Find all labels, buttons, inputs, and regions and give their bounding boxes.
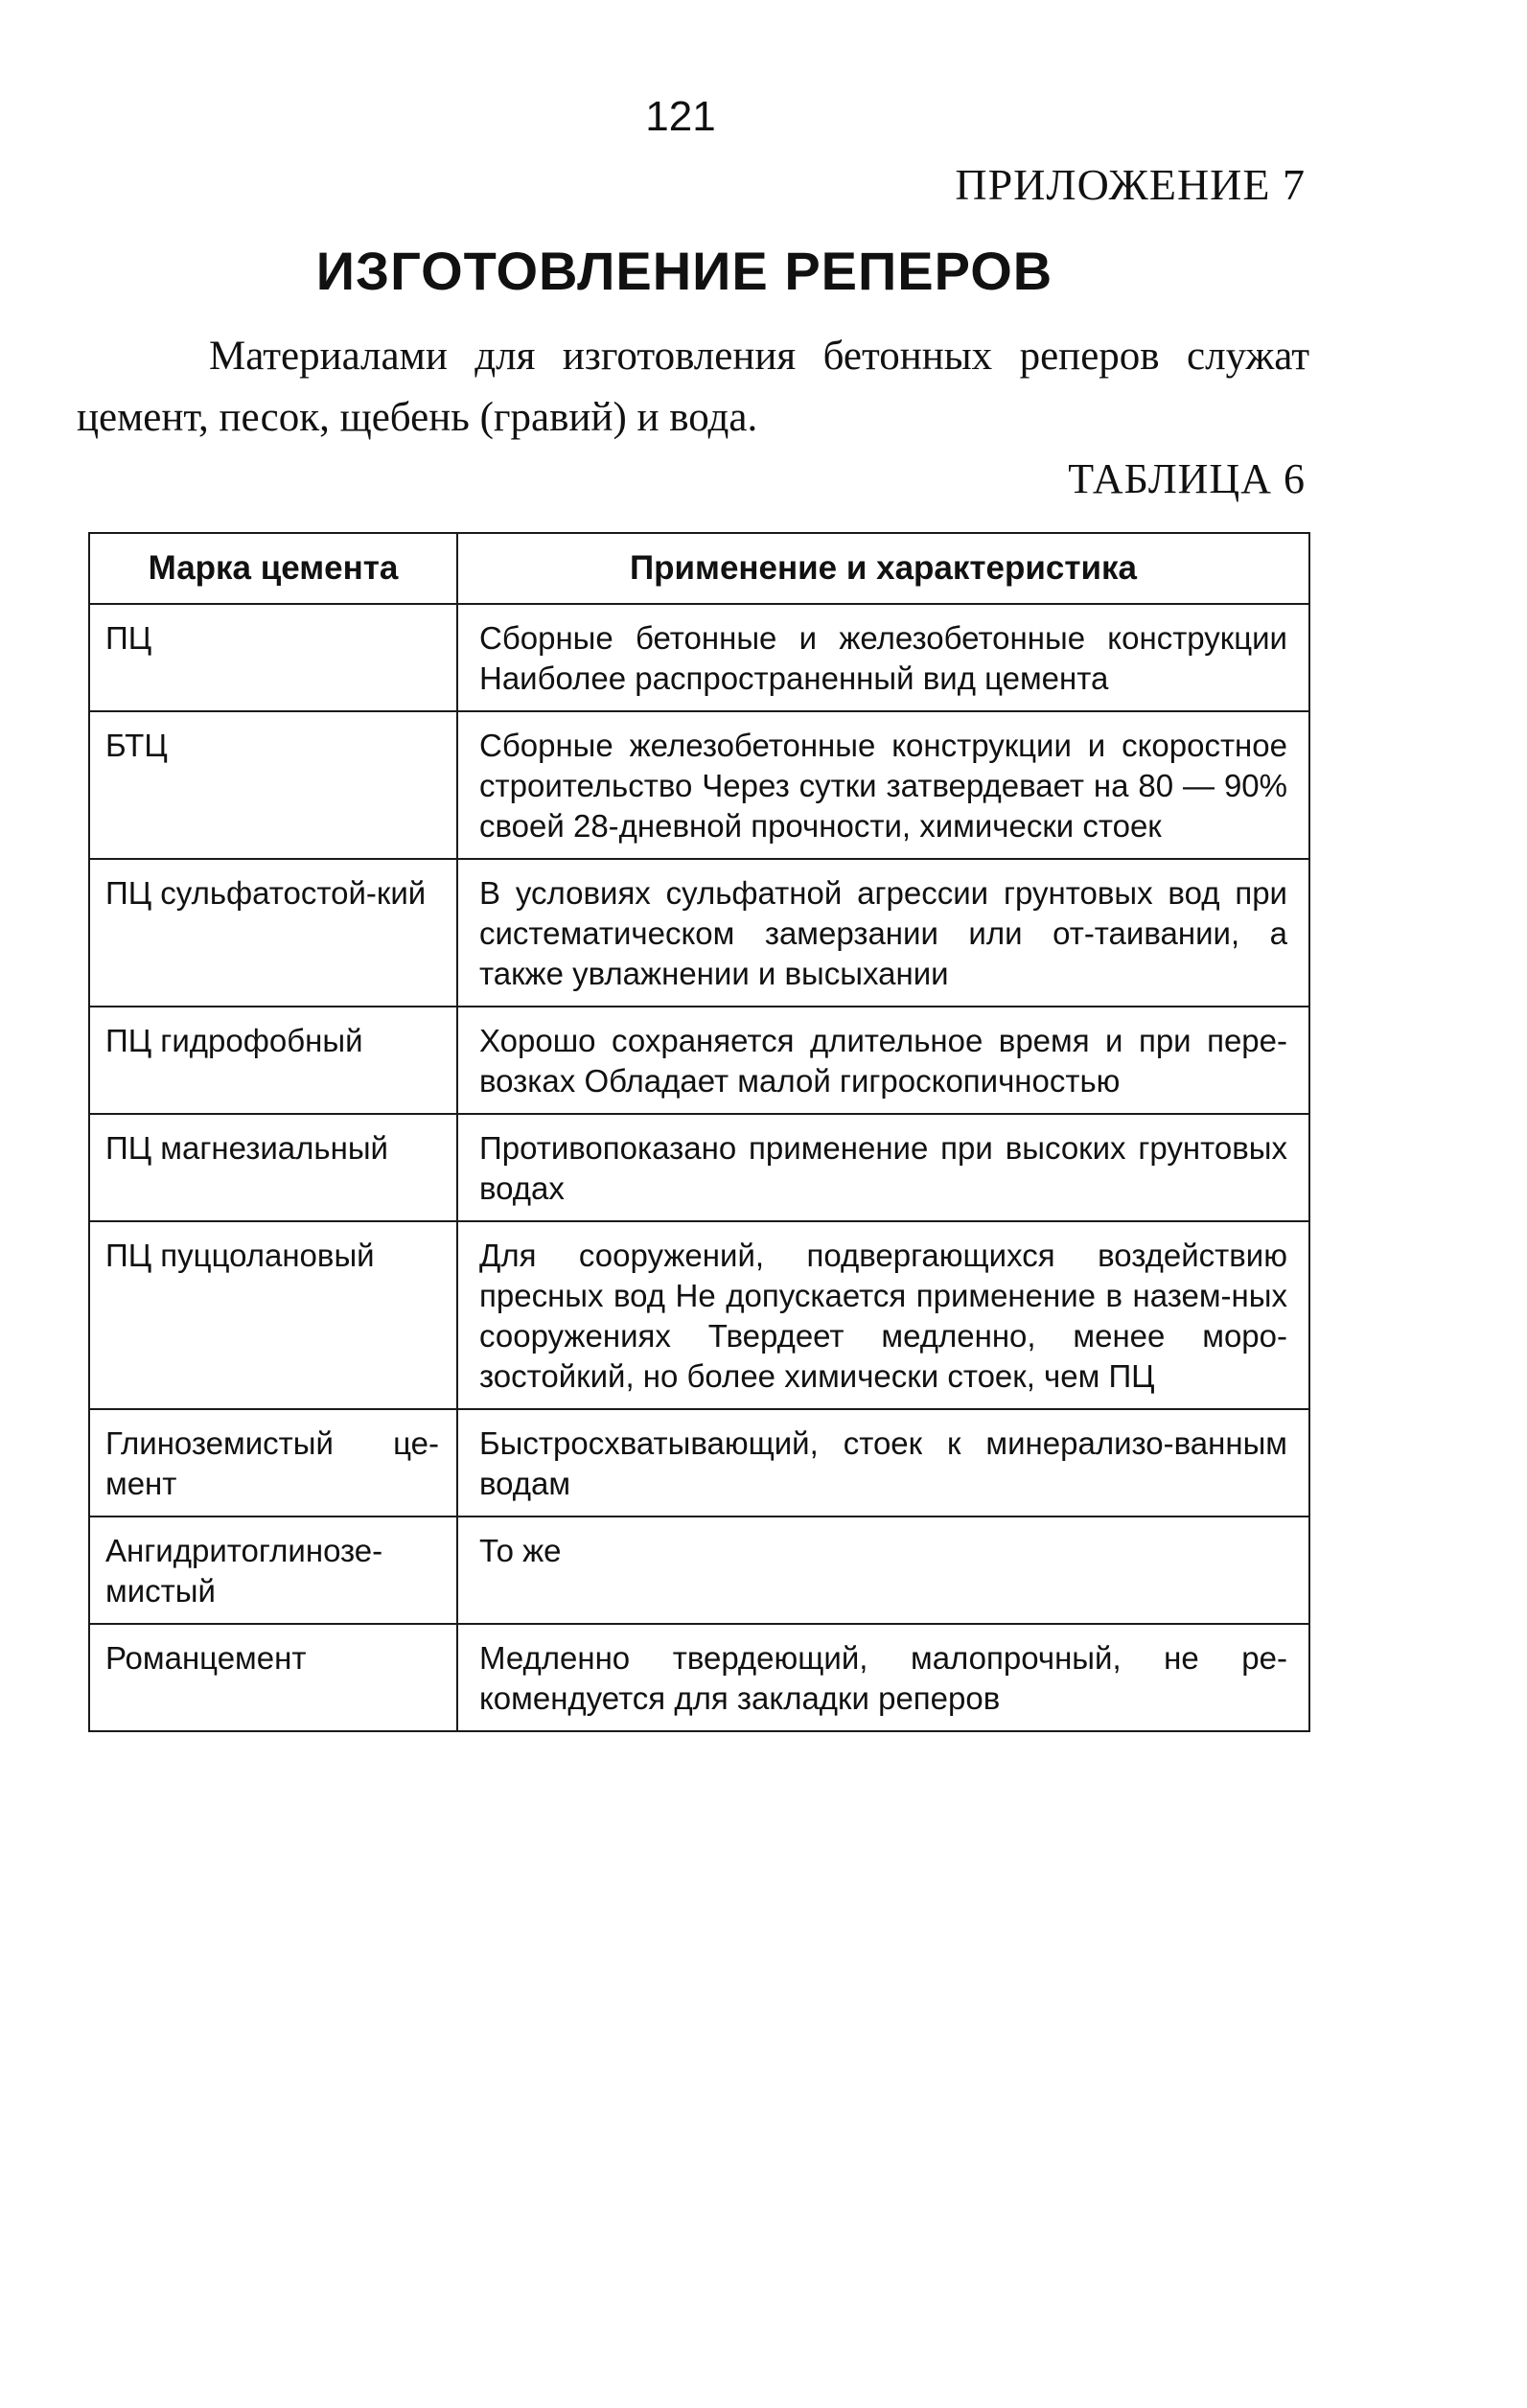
page-number: 121 [645,93,716,140]
table-row [89,1007,1309,1114]
cement-brand-cell: Глиноземистый це-мент [89,1409,457,1517]
table-row [89,859,1309,1007]
cement-brand-cell: БТЦ [89,711,457,859]
cement-brand-cell: ПЦ [89,604,457,711]
header-cement-brand: Марка цемента [89,533,457,604]
application-cell: Медленно твердеющий, малопрочный, не ре-комендуется для закладки реперов [457,1624,1309,1731]
application-cell: Противопоказано применение при высоких грунтовых водах [457,1114,1309,1221]
appendix-label: ПРИЛОЖЕНИЕ 7 [955,160,1306,209]
intro-paragraph: Материалами для изготовления бетонных реперов служат цемент, песок, щебень (гравий) и вода. [77,334,1309,440]
application-cell: Для сооружений, подвергающихся воздействию пресных вод Не допускается применение в назем-ных сооружениях Твердеет медленно, менее моро-зостойкий, но более химически стоек, чем ПЦ [457,1221,1309,1409]
table-row [89,604,1309,711]
table-row [89,1624,1309,1731]
table-header-row [89,533,1309,604]
table-label: ТАБЛИЦА 6 [1068,455,1306,502]
application-cell: В условиях сульфатной агрессии грунтовых вод при систематическом замерзании или от-таивании, а также увлажнении и высыхании [457,859,1309,1007]
application-cell: Сборные железобетонные конструкции и скоростное строительство Через сутки затвердевает на 80 — 90% своей 28-дневной прочности, химически стоек [457,711,1309,859]
cement-brand-cell: ПЦ сульфатостой-кий [89,859,457,1007]
table-row [89,711,1309,859]
cement-brand-cell: ПЦ пуццолановый [89,1221,457,1409]
cement-brand-cell: ПЦ гидрофобный [89,1007,457,1114]
cement-brand-cell: Ангидритоглинозе-мистый [89,1517,457,1624]
application-cell: Быстросхватывающий, стоек к минерализо-ванным водам [457,1409,1309,1517]
cement-brand-cell: Романцемент [89,1624,457,1731]
header-application: Применение и характеристика [457,533,1309,604]
table-row [89,1409,1309,1517]
table-row [89,1517,1309,1624]
cement-brand-cell: ПЦ магнезиальный [89,1114,457,1221]
table-row [89,1221,1309,1409]
page-title: ИЗГОТОВЛЕНИЕ РЕПЕРОВ [315,241,1053,301]
application-cell: Сборные бетонные и железобетонные конструкции Наиболее распространенный вид цемента [457,604,1309,711]
cement-table [88,532,1310,1732]
application-cell: Хорошо сохраняется длительное время и при пере-возках Обладает малой гигроскопичностью [457,1007,1309,1114]
table-row [89,1114,1309,1221]
application-cell: То же [457,1517,1309,1624]
